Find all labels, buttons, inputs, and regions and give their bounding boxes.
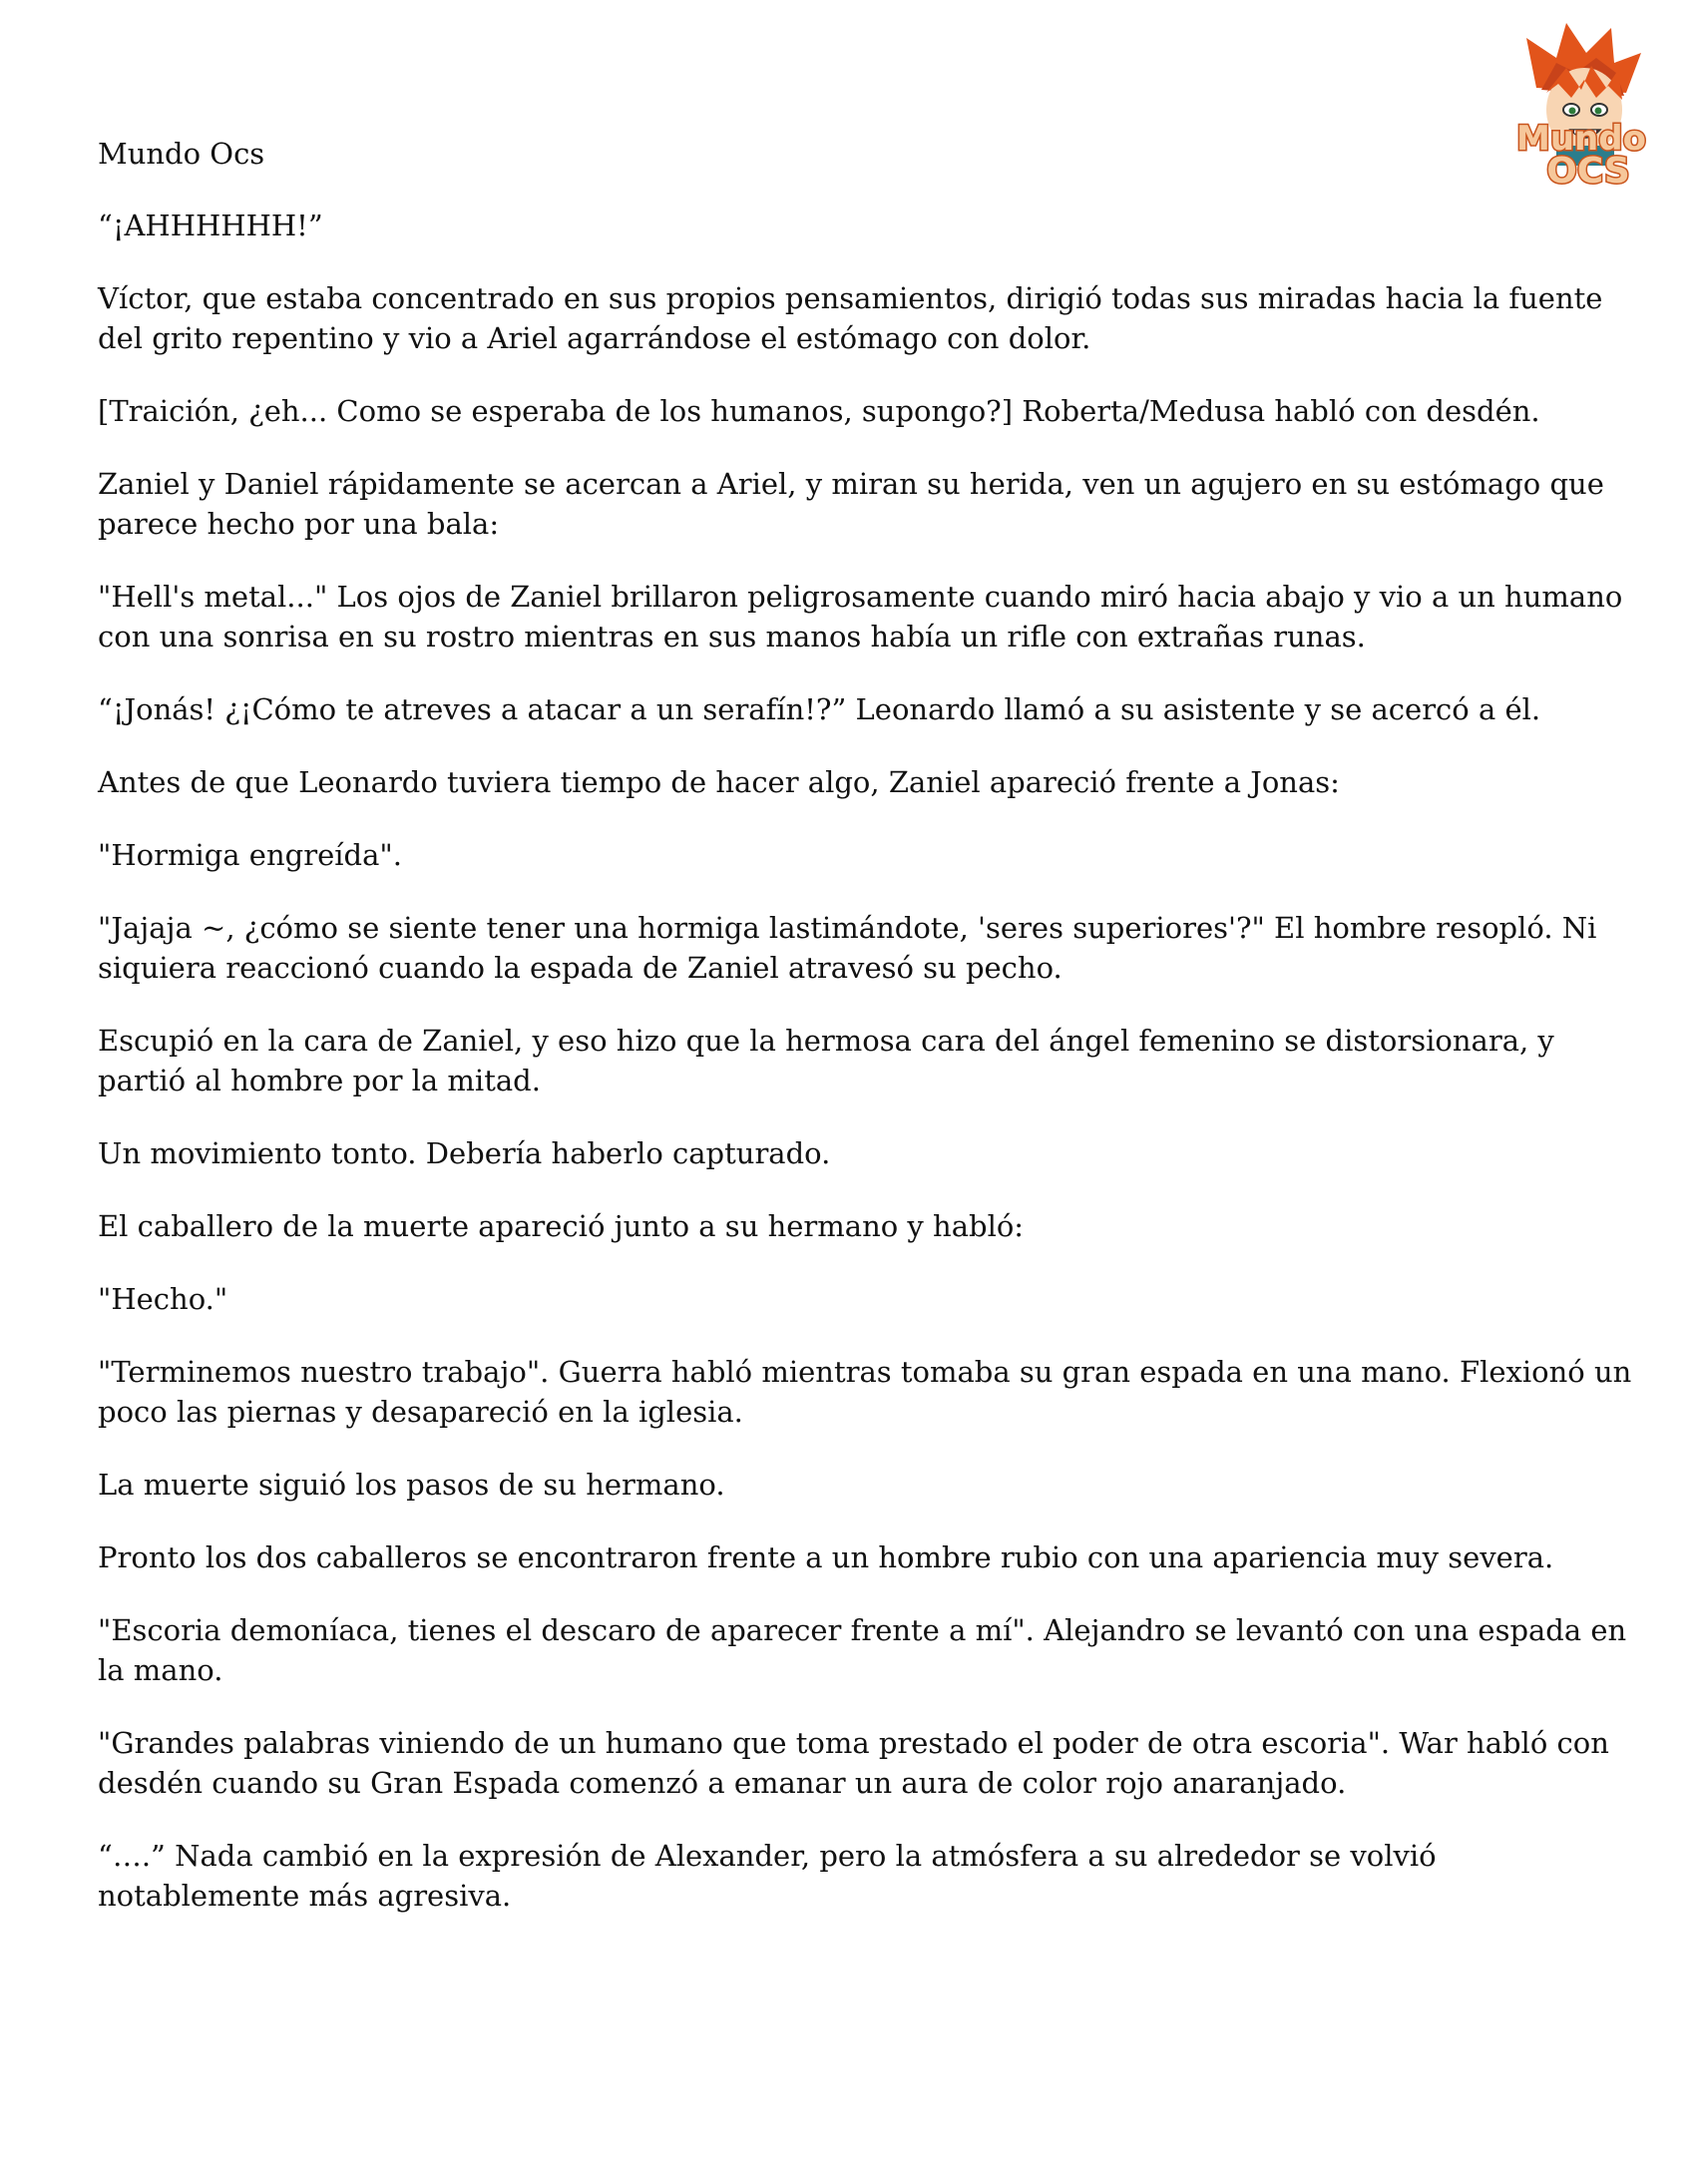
paragraph: Víctor, que estaba concentrado en sus propios pensamientos, dirigió todas sus miradas hacia la fuente del grito repentino y vio a Ariel agarrándose el estómago con dolor. xyxy=(98,281,1603,355)
document-header: Mundo Ocs xyxy=(98,137,265,171)
paragraph: "Jajaja ~, ¿cómo se siente tener una hormiga lastimándote, 'seres superiores'?" El hombre resopló. Ni siquiera reaccionó cuando la espada de Zaniel atravesó su pecho. xyxy=(98,911,1597,985)
paragraph: El caballero de la muerte apareció junto a su hermano y habló: xyxy=(98,1209,1025,1243)
logo-text-line1: Mundo xyxy=(1516,119,1646,159)
document-body xyxy=(98,206,1634,1949)
paragraph: [Traición, ¿eh... Como se esperaba de los humanos, supongo?] Roberta/Medusa habló con desdén. xyxy=(98,394,1540,428)
paragraph: Escupió en la cara de Zaniel, y eso hizo que la hermosa cara del ángel femenino se distorsionara, y partió al hombre por la mitad. xyxy=(98,1024,1554,1097)
paragraph: "Grandes palabras viniendo de un humano que toma prestado el poder de otra escoria". War habló con desdén cuando su Gran Espada comenzó a emanar un aura de color rojo anaranjado. xyxy=(98,1726,1609,1800)
paragraph: La muerte siguió los pasos de su hermano. xyxy=(98,1468,725,1502)
paragraph: "Terminemos nuestro trabajo". Guerra habló mientras tomaba su gran espada en una mano. Flexionó un poco las piernas y desapareció en la iglesia. xyxy=(98,1355,1632,1429)
mundo-ocs-logo-icon xyxy=(1496,18,1666,188)
paragraph: Pronto los dos caballeros se encontraron frente a un hombre rubio con una apariencia muy severa. xyxy=(98,1540,1554,1574)
paragraph: "Escoria demoníaca, tienes el descaro de aparecer frente a mí". Alejandro se levantó con una espada en la mano. xyxy=(98,1613,1627,1687)
paragraph: “….” Nada cambió en la expresión de Alexander, pero la atmósfera a su alrededor se volvió notablemente más agresiva. xyxy=(98,1839,1437,1913)
paragraph: “¡Jonás! ¿¡Cómo te atreves a atacar a un serafín!?” Leonardo llamó a su asistente y se acercó a él. xyxy=(98,692,1541,726)
paragraph: Antes de que Leonardo tuviera tiempo de hacer algo, Zaniel apareció frente a Jonas: xyxy=(98,765,1340,799)
paragraph: Zaniel y Daniel rápidamente se acercan a Ariel, y miran su herida, ven un agujero en su estómago que parece hecho por una bala: xyxy=(98,467,1604,541)
paragraph: “¡AHHHHHH!” xyxy=(98,209,323,242)
paragraph: Un movimiento tonto. Debería haberlo capturado. xyxy=(98,1136,831,1170)
paragraph: "Hecho." xyxy=(98,1282,228,1316)
paragraph: "Hell's metal..." Los ojos de Zaniel brillaron peligrosamente cuando miró hacia abajo y vio a un humano con una sonrisa en su rostro mientras en sus manos había un rifle con extrañas runas. xyxy=(98,580,1623,654)
logo-text-line2: OCS xyxy=(1546,151,1630,188)
paragraph: "Hormiga engreída". xyxy=(98,838,402,872)
